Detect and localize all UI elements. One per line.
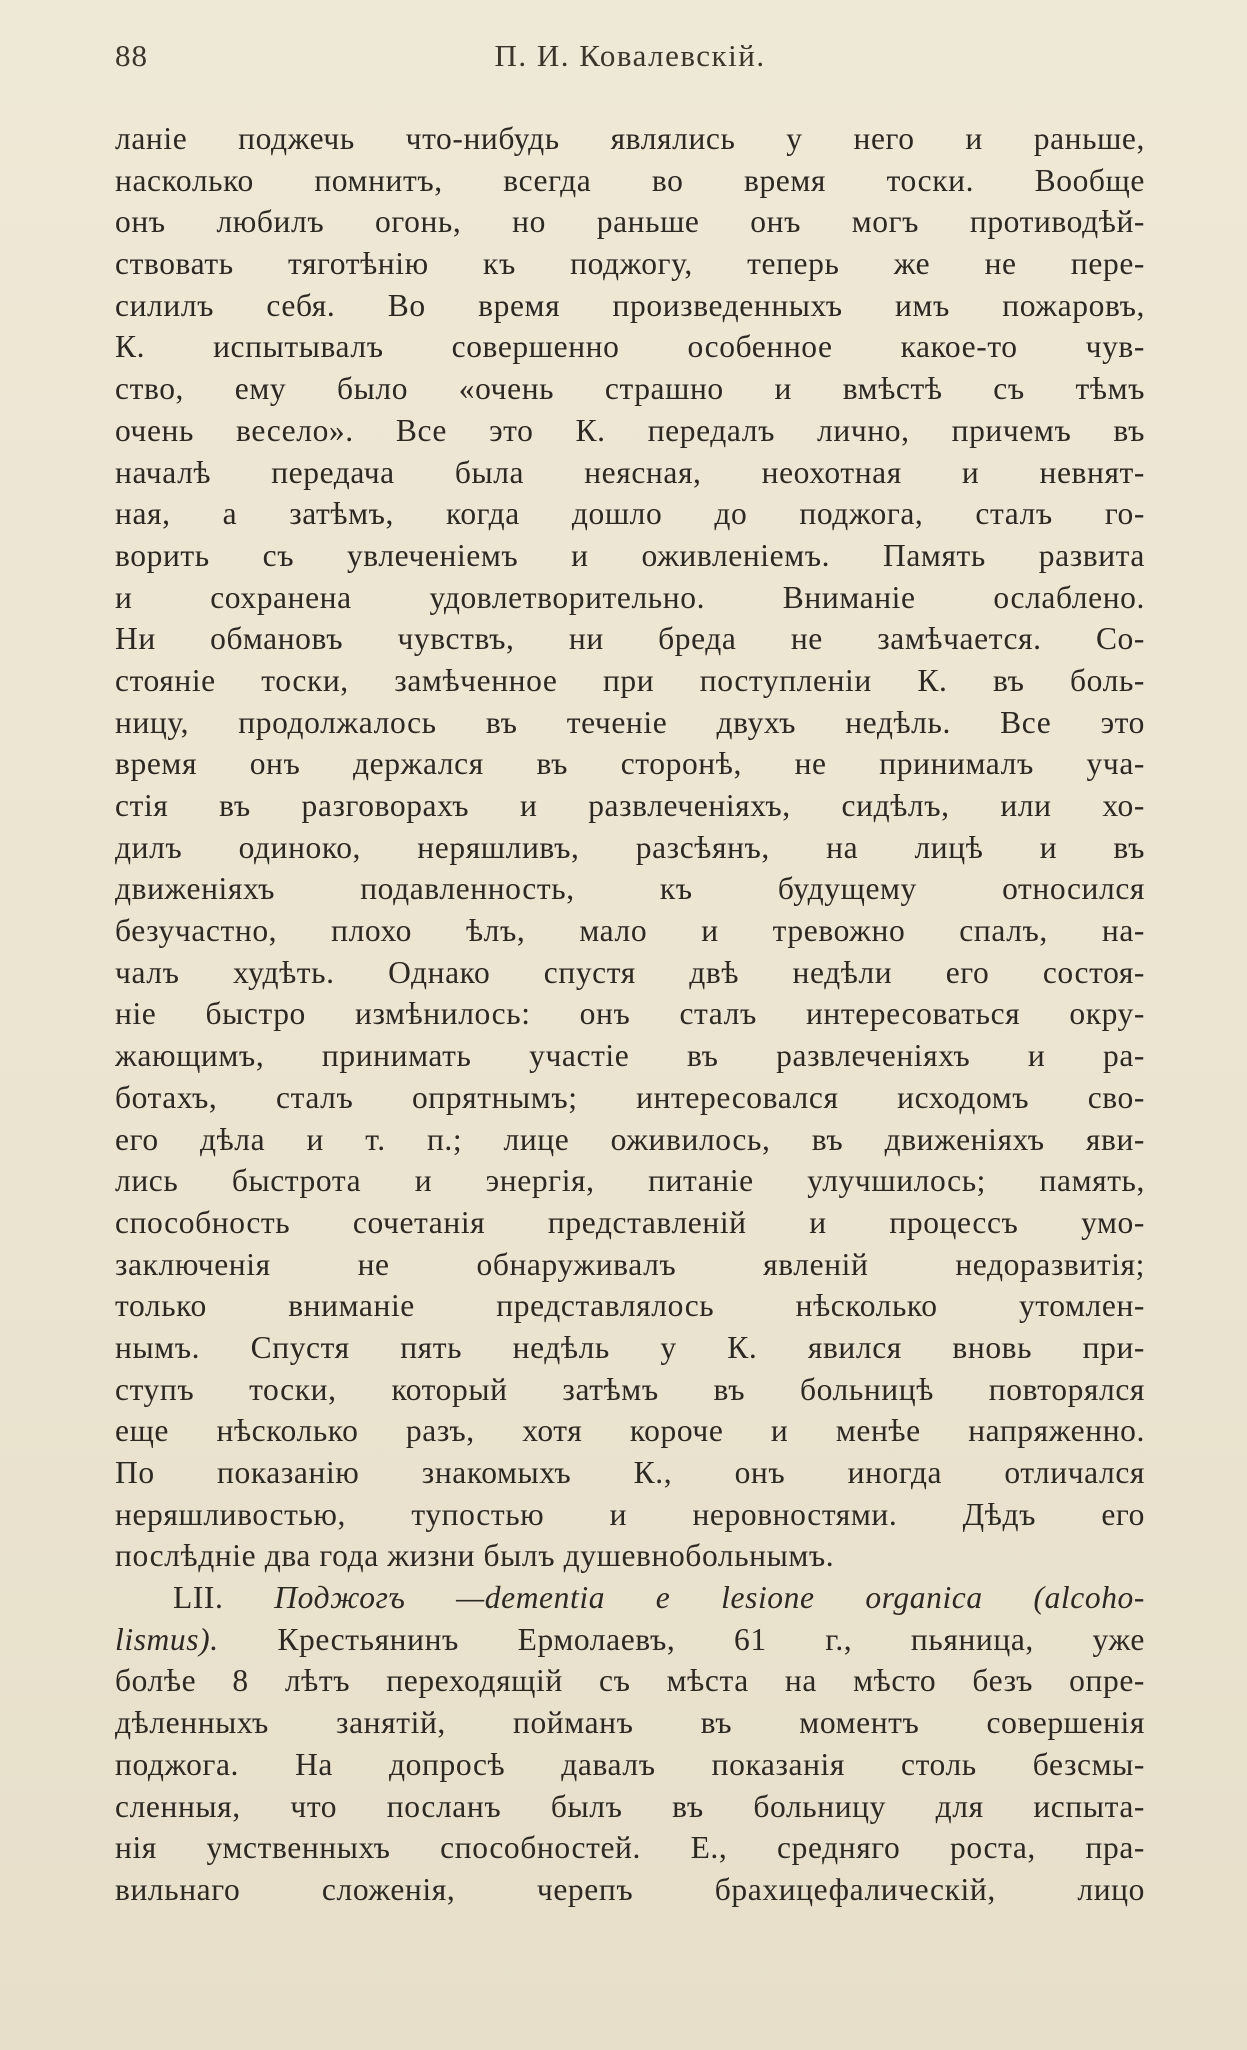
case-heading-line-2 [115,1619,1145,1661]
running-head: П. И. Ковалевскій. [494,38,766,73]
page-number: 88 [115,38,148,73]
text-line: ботахъ, сталъ опрятнымъ; интересовался исходомъ сво- [115,1079,1145,1115]
text-line: движеніяхъ подавленность, къ будущему относился [115,871,1145,907]
case-text: Крестьянинъ Ермолаевъ, 61 г., пьяница, уже [277,1621,1145,1657]
text-line: Ни обмановъ чувствъ, ни бреда не замѣчается. Со- [115,621,1145,657]
text-line: безучастно, плохо ѣлъ, мало и тревожно спалъ, на- [115,913,1145,949]
text-line: стія въ разговорахъ и развлеченіяхъ, сидѣлъ, или хо- [115,788,1145,823]
text-line: нымъ. Спустя пять недѣль у К. явился вновь при- [115,1329,1145,1365]
text-line: лись быстрота и энергія, питаніе улучшилось; память, [115,1163,1145,1199]
text-line: время онъ держался въ сторонѣ, не принималъ уча- [115,746,1145,782]
text-line: дилъ одиноко, неряшливъ, разсѣянъ, на лицѣ и въ [115,829,1145,865]
text-line: ступъ тоски, который затѣмъ въ больницѣ повторялся [115,1371,1145,1407]
text-line: стояніе тоски, замѣченное при поступленіи К. въ боль- [115,662,1145,698]
text-line: ланіе поджечь что-нибудь являлись у него и раньше, [115,121,1145,156]
case-title-continued: lismus). [115,1621,219,1657]
text-line: онъ любилъ огонь, но раньше онъ могъ противодѣй- [115,204,1145,240]
text-line: послѣдніе два года жизни былъ душевнобольнымъ. [115,1538,835,1574]
case-title: Поджогъ —dementia e lesione organica (alcoho- [274,1580,1146,1616]
text-line: еще нѣсколько разъ, хотя короче и менѣе напряженно. [115,1413,1145,1449]
page-header [115,38,1145,78]
text-line: По показанію знакомыхъ К., онъ иногда отличался [115,1455,1145,1490]
text-line: чалъ худѣть. Однако спустя двѣ недѣли его состоя- [115,954,1145,990]
text-line: его дѣла и т. п.; лице оживилось, въ движеніяхъ яви- [115,1121,1145,1157]
text-line: и сохранена удовлетворительно. Вниманіе ослаблено. [115,579,1145,615]
text-line: сленныя, что посланъ былъ въ больницу для испыта- [115,1788,1145,1824]
text-line: вильнаго сложенія, черепъ брахицефалическій, лицо [115,1871,1145,1907]
case-heading-line [115,1577,1145,1619]
text-line: неряшливостью, тупостью и неровностями. Дѣдъ его [115,1496,1145,1532]
text-line: К. испытывалъ совершенно особенное какое-то чув- [115,329,1145,365]
text-line: дѣленныхъ занятій, пойманъ въ моментъ совершенія [115,1705,1145,1741]
text-line: болѣе 8 лѣтъ переходящій съ мѣста на мѣсто безъ опре- [115,1663,1145,1699]
text-line: поджога. На допросѣ давалъ показанія столь безсмы- [115,1746,1145,1782]
text-line: ницу, продолжалось въ теченіе двухъ недѣль. Все это [115,704,1145,740]
text-line: очень весело». Все это К. передалъ лично, причемъ въ [115,412,1145,448]
text-line: заключенія не обнаруживалъ явленій недоразвитія; [115,1246,1145,1282]
text-line: ніе быстро измѣнилось: онъ сталъ интересоваться окру- [115,996,1145,1032]
body-text [115,118,1145,1911]
text-line: ствовать тяготѣнію къ поджогу, теперь же не пере- [115,246,1145,282]
text-line: ная, а затѣмъ, когда дошло до поджога, сталъ го- [115,496,1145,532]
case-number: LII. [173,1580,224,1616]
text-line: жающимъ, принимать участіе въ развлеченіяхъ и ра- [115,1038,1145,1074]
text-line: только вниманіе представлялось нѣсколько утомлен- [115,1288,1145,1324]
text-line: силилъ себя. Во время произведенныхъ имъ пожаровъ, [115,287,1145,323]
text-line: ворить съ увлеченіемъ и оживленіемъ. Память развита [115,537,1145,573]
text-line: ство, ему было «очень страшно и вмѣстѣ съ тѣмъ [115,371,1145,407]
text-line: насколько помнитъ, всегда во время тоски. Вообще [115,162,1145,198]
text-line: способность сочетанія представленій и процессъ умо- [115,1204,1145,1240]
text-line: нія умственныхъ способностей. Е., средняго роста, пра- [115,1830,1145,1866]
text-line: началѣ передача была неясная, неохотная и невнят- [115,454,1145,490]
